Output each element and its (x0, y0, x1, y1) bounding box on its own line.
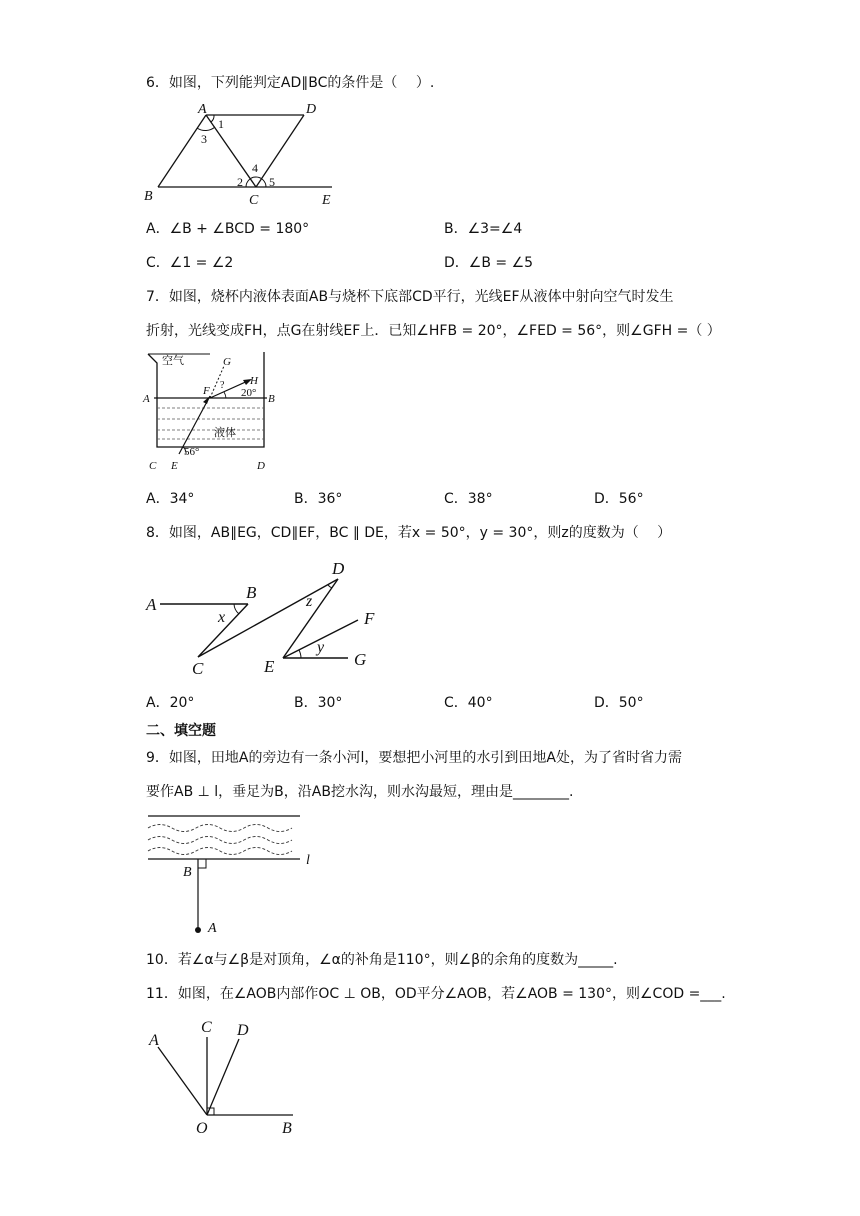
q6-line-ac (206, 115, 256, 187)
q11-ray-od (207, 1039, 239, 1115)
q9-wave-1 (148, 825, 292, 832)
q10-stem: 10．若∠α与∠β是对顶角，∠α的补角是110°，则∠β的余角的度数为_____. (146, 952, 618, 968)
q8-label-g: G (354, 650, 367, 669)
q9-river-figure (140, 810, 330, 940)
q6-arc-1 (211, 115, 214, 122)
q6-option-b: B．∠3=∠4 (444, 221, 523, 237)
q8-option-d: D．50° (594, 695, 644, 711)
q8-option-c: C．40° (444, 695, 493, 711)
q6-label-2: 2 (237, 175, 243, 189)
q6-option-c: C．∠1 = ∠2 (146, 255, 234, 271)
q7-label-e: E (171, 460, 178, 472)
q8-label-y: y (317, 639, 325, 656)
q9-stem-line1: 9．如图，田地A的旁边有一条小河l，要想把小河里的水引到田地A处，为了省时省力需 (146, 750, 682, 766)
q7-option-d: D．56° (594, 491, 644, 507)
q8-arc-y (299, 650, 301, 658)
q6-label-a: A (198, 102, 207, 117)
q8-arc-z (328, 585, 332, 588)
q11-label-b: B (282, 1120, 292, 1137)
q7-option-a: A．34° (146, 491, 195, 507)
q6-figure (140, 98, 340, 208)
q9-point-a (195, 927, 201, 933)
q7-stem-line1: 7．如图，烧杯内液体表面AB与烧杯下底部CD平行，光线EF从液体中射向空气时发生 (146, 289, 674, 305)
q7-label-c: C (149, 460, 157, 472)
q8-label-a: A (146, 595, 157, 614)
q7-arc-20 (224, 392, 226, 398)
q6-label-d: D (306, 102, 317, 117)
q11-stem: 11．如图，在∠AOB内部作OC ⊥ OB，OD平分∠AOB，若∠AOB = 130°，则∠COD =___. (146, 986, 726, 1002)
q6-label-1: 1 (218, 117, 224, 131)
q6-label-4: 4 (252, 161, 258, 175)
q7-label-liquid: 液体 (214, 426, 236, 439)
q8-label-x: x (218, 609, 226, 626)
q11-label-d: D (237, 1022, 249, 1039)
q8-label-z: z (306, 593, 313, 610)
q7-label-56deg: 56° (184, 446, 200, 458)
q8-arc-x (234, 604, 239, 614)
q8-label-b: B (246, 583, 257, 602)
q7-option-b: B．36° (294, 491, 343, 507)
q9-right-angle-mark (198, 859, 206, 868)
q8-stem: 8．如图，AB∥EG，CD∥EF，BC ∥ DE，若x = 50°，y = 30°，则z的度数为（ ） (146, 525, 672, 541)
q8-option-b: B．30° (294, 695, 343, 711)
q6-option-a: A．∠B + ∠BCD = 180° (146, 221, 310, 237)
q9-label-b: B (183, 865, 192, 880)
section-title-fill-in: 二、填空题 (146, 723, 216, 739)
q7-label-20deg: 20° (241, 387, 257, 399)
q7-option-c: C．38° (444, 491, 493, 507)
q6-label-3: 3 (201, 132, 207, 146)
q9-label-a: A (208, 921, 217, 936)
q8-option-a: A．20° (146, 695, 195, 711)
q6-line-dc (256, 115, 304, 187)
q6-label-c: C (249, 193, 259, 208)
q7-arrow-ef (203, 396, 210, 404)
q9-label-l: l (306, 853, 310, 868)
q7-label-h: H (250, 375, 258, 387)
q7-label-air: 空气 (162, 354, 184, 367)
q11-label-o: O (196, 1120, 208, 1137)
q6-label-b: B (144, 189, 153, 204)
q6-label-e: E (322, 193, 331, 208)
q8-label-d: D (332, 559, 345, 578)
q7-label-g: G (223, 356, 231, 368)
q6-arc-3 (197, 127, 215, 131)
q6-label-5: 5 (269, 175, 275, 189)
q6-arc-c (246, 177, 266, 187)
q8-label-c: C (192, 659, 204, 678)
q7-label-b: B (268, 393, 275, 405)
q9-wave-2 (148, 837, 292, 844)
q8-label-f: F (364, 609, 375, 628)
q7-label-f: F (203, 385, 210, 397)
q9-stem-line2: 要作AB ⊥ l，垂足为B，沿AB挖水沟，则水沟最短，理由是________. (146, 784, 574, 800)
q7-beaker-figure (140, 350, 280, 475)
q7-stem-line2: 折射，光线变成FH，点G在射线EF上．已知∠HFB = 20°，∠FED = 56°，则∠GFH =（ ） (146, 323, 721, 339)
q11-figure (140, 1015, 310, 1145)
q6-option-d: D．∠B = ∠5 (444, 255, 534, 271)
q11-label-a: A (149, 1032, 159, 1049)
q6-line-ab (158, 115, 206, 187)
q7-label-question: ? (220, 380, 225, 391)
q7-label-a: A (143, 393, 150, 405)
q8-label-e: E (264, 657, 275, 676)
q11-ray-oa (158, 1047, 207, 1115)
q8-line-de (283, 579, 338, 658)
q11-label-c: C (201, 1019, 212, 1036)
q8-figure (140, 552, 390, 682)
q7-label-d: D (257, 460, 265, 472)
q6-stem: 6．如图，下列能判定AD∥BC的条件是（ ）. (146, 75, 435, 91)
q9-wave-3 (148, 848, 292, 855)
